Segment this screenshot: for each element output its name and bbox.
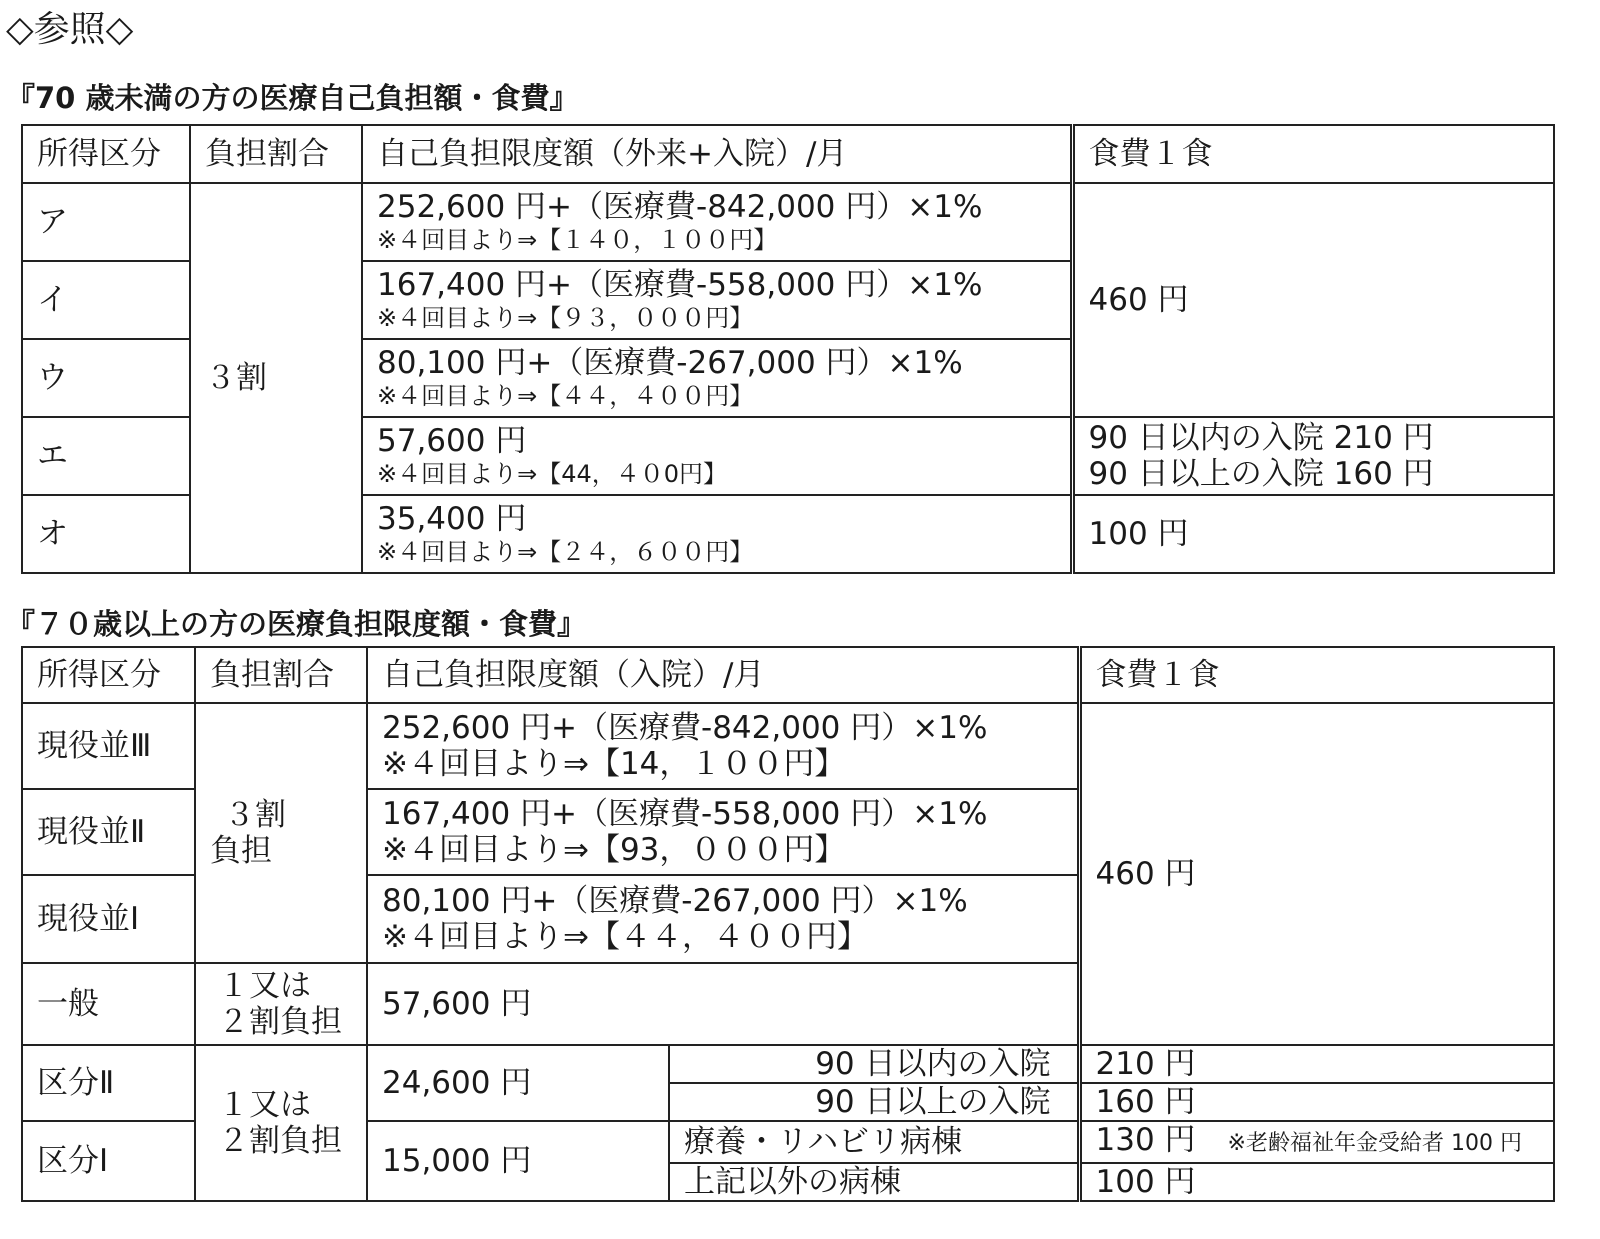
category-cell: イ [22,261,190,339]
ratio-line-1: １又は [218,1087,311,1123]
meal-cost-cell: 460 円 [1072,183,1554,417]
ratio-line-1: ３割 [224,797,286,833]
table2-title: 『７０歳以上の方の医療負担限度額・食費』 [6,607,587,641]
limit-cell [362,339,1072,417]
limit-amount: 252,600 円+（医療費-842,000 円）×1% [382,710,988,746]
hospital-stay-label: 90 日以内の入院 [669,1045,1079,1083]
fourth-time-note: ※４回目より⇒【44，４０0円】 [377,460,728,488]
category-cell: 区分Ⅰ [22,1121,195,1201]
meal-cost-cell: 160 円 [1079,1083,1554,1121]
meal-cost-cell: 210 円 [1079,1045,1554,1083]
category-cell: 現役並Ⅰ [22,875,195,963]
ward-type-label: 療養・リハビリ病棟 [669,1121,1079,1163]
burden-ratio-cell [195,703,367,963]
header-limit-amount: 自己負担限度額（入院）/月 [367,647,1079,703]
limit-amount: 80,100 円+（医療費-267,000 円）×1% [382,883,968,919]
category-cell: ウ [22,339,190,417]
table-under-70 [21,124,1555,574]
category-cell: オ [22,495,190,573]
header-meal-cost: 食費１食 [1079,647,1554,703]
meal-cost-cell: 100 円 [1072,495,1554,573]
header-meal-cost: 食費１食 [1072,125,1554,183]
table-row [22,1045,1554,1083]
burden-ratio-cell [195,1045,367,1201]
ward-type-label: 上記以外の病棟 [669,1163,1079,1201]
ratio-line-2: ２割負担 [218,1123,342,1159]
fourth-time-note: ※４回目より⇒【93，０００円】 [382,832,846,868]
limit-amount: 252,600 円+（医療費-842,000 円）×1% [377,189,983,225]
ratio-line-1: １又は [218,968,311,1004]
fourth-time-note: ※４回目より⇒【４４，４００円】 [382,919,868,955]
table-header-row [22,647,1554,703]
limit-cell [362,183,1072,261]
fourth-time-note: ※４回目より⇒【14，１００円】 [382,746,846,782]
fourth-time-note: ※４回目より⇒【４４，４００円】 [377,382,754,410]
limit-cell: 57,600 円 [367,963,1079,1045]
limit-amount: 35,400 円 [377,501,527,537]
fourth-time-note: ※４回目より⇒【２４，６００円】 [377,538,754,566]
meal-cost-cell [1079,1121,1554,1163]
category-cell: ア [22,183,190,261]
limit-cell [367,789,1079,875]
limit-cell: 24,600 円 [367,1045,669,1121]
limit-amount: 80,100 円+（医療費-267,000 円）×1% [377,345,963,381]
meal-cost-cell: 100 円 [1079,1163,1554,1201]
header-burden-ratio: 負担割合 [195,647,367,703]
table-row [22,703,1554,789]
table-row [22,183,1554,261]
table1-title: 『70 歳未満の方の医療自己負担額・食費』 [6,81,579,115]
hospital-stay-label: 90 日以上の入院 [669,1083,1079,1121]
limit-amount: 57,600 円 [377,423,527,459]
limit-amount: 167,400 円+（医療費-558,000 円）×1% [377,267,983,303]
meal-cost-cell [1072,417,1554,495]
header-burden-ratio: 負担割合 [190,125,362,183]
ratio-line-2: 負担 [210,833,272,869]
page-heading: ◇参照◇ [6,9,134,50]
fourth-time-note: ※４回目より⇒【９３，０００円】 [377,304,754,332]
header-limit-amount: 自己負担限度額（外来+入院）/月 [362,125,1072,183]
burden-ratio-cell: ３割 [190,183,362,573]
ratio-line-2: ２割負担 [218,1004,342,1040]
limit-cell [362,261,1072,339]
meal-over-90-days: 90 日以上の入院 160 円 [1088,456,1434,492]
burden-ratio-cell [195,963,367,1045]
category-cell: エ [22,417,190,495]
header-income-category: 所得区分 [22,647,195,703]
table-header-row [22,125,1554,183]
header-income-category: 所得区分 [22,125,190,183]
limit-cell [367,703,1079,789]
category-cell: 一般 [22,963,195,1045]
limit-cell [362,417,1072,495]
pension-recipient-note: ※老齢福祉年金受給者 100 円 [1227,1131,1522,1156]
table-over-70 [21,646,1555,1202]
fourth-time-note: ※４回目より⇒【１４０，１００円】 [377,226,778,254]
meal-within-90-days: 90 日以内の入院 210 円 [1088,420,1434,456]
category-cell: 区分Ⅱ [22,1045,195,1121]
meal-amount: 130 円 [1095,1122,1196,1158]
category-cell: 現役並Ⅲ [22,703,195,789]
category-cell: 現役並Ⅱ [22,789,195,875]
limit-cell: 15,000 円 [367,1121,669,1201]
limit-cell [362,495,1072,573]
limit-cell [367,875,1079,963]
meal-cost-cell: 460 円 [1079,703,1554,1045]
limit-amount: 167,400 円+（医療費-558,000 円）×1% [382,796,988,832]
